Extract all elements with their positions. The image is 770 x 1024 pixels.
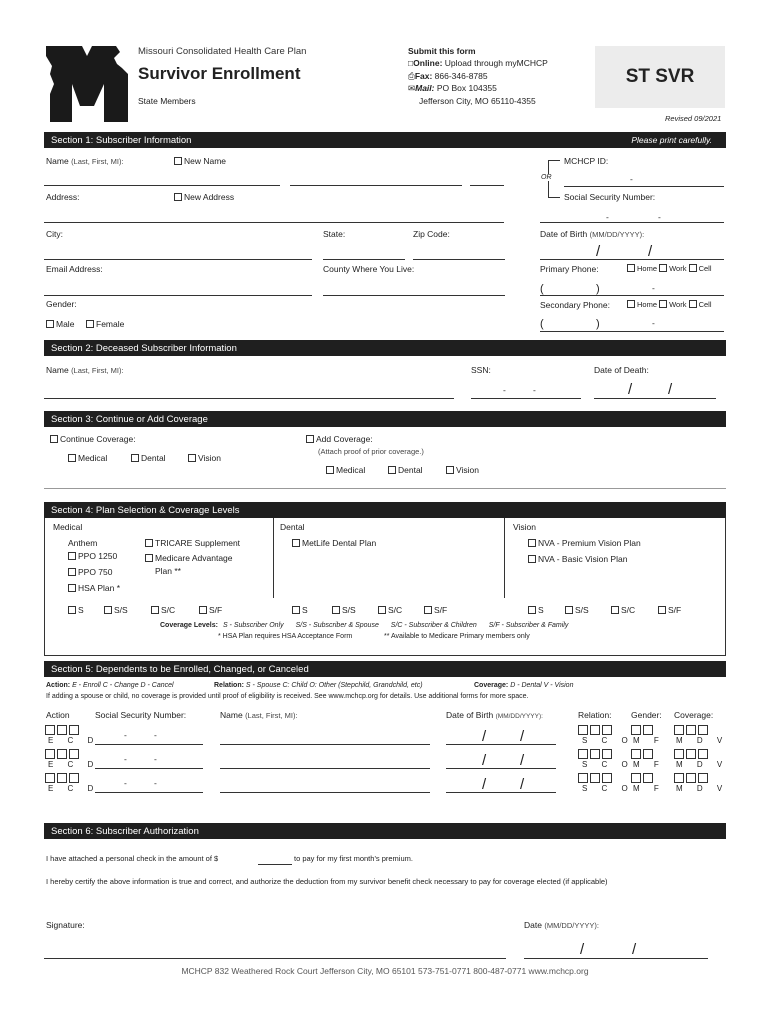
county-line[interactable] bbox=[323, 295, 505, 296]
dep-coverage-letters: M D V bbox=[676, 736, 729, 745]
dep-ssn-dash-2: - bbox=[154, 730, 157, 740]
dep-dob-line[interactable] bbox=[446, 792, 556, 793]
deceased-ssn-dash-1: - bbox=[503, 385, 506, 395]
new-name-checkbox[interactable]: New Name bbox=[174, 156, 226, 166]
dep-action-letters: E C D bbox=[48, 760, 100, 769]
mchcp-id-label: MCHCP ID: bbox=[564, 156, 609, 166]
dep-action-boxes[interactable] bbox=[45, 749, 81, 760]
continue-vision-checkbox[interactable]: Vision bbox=[188, 453, 221, 463]
deceased-ssn-dash-2: - bbox=[533, 385, 536, 395]
dep-action-letters: E C D bbox=[48, 784, 100, 793]
dental-level-sc[interactable]: S/C bbox=[378, 605, 402, 615]
ppo750-checkbox[interactable]: PPO 750 bbox=[68, 567, 113, 577]
secondary-phone-open-paren: ( bbox=[540, 318, 544, 330]
secondary-phone-type bbox=[627, 300, 712, 309]
continue-dental-checkbox[interactable]: Dental bbox=[131, 453, 166, 463]
certify-text: I hereby certify the above information is true and correct, and authorize the deduction from my survivor benefit check necessary to pay for coverage elected (if applicable) bbox=[46, 877, 608, 886]
metlife-checkbox[interactable]: MetLife Dental Plan bbox=[292, 538, 376, 548]
secondary-home-checkbox[interactable]: Home bbox=[627, 300, 657, 309]
coverage-legend: Coverage: D - Dental V - Vision bbox=[474, 682, 574, 689]
name-label: Name (Last, First, MI): bbox=[46, 156, 124, 166]
city-line[interactable] bbox=[44, 259, 312, 260]
male-checkbox[interactable]: Male bbox=[46, 319, 74, 329]
submit-mail: ✉Mail: PO Box 104355 bbox=[408, 83, 497, 93]
dob-label: Date of Birth (MM/DD/YYYY): bbox=[540, 229, 645, 239]
col-dob: Date of Birth (MM/DD/YYYY): bbox=[446, 710, 543, 720]
sig-date-slash-2: / bbox=[632, 941, 637, 958]
secondary-phone-line[interactable] bbox=[540, 331, 724, 332]
dob-slash-1: / bbox=[596, 243, 601, 260]
dep-coverage-boxes[interactable] bbox=[674, 773, 710, 784]
nva-basic-checkbox[interactable]: NVA - Basic Vision Plan bbox=[528, 554, 627, 564]
col-coverage: Coverage: bbox=[674, 710, 714, 720]
date-of-death-label: Date of Death: bbox=[594, 365, 649, 375]
mail-icon: ✉ bbox=[408, 83, 416, 93]
gender-label: Gender: bbox=[46, 299, 77, 309]
page-title: Survivor Enrollment bbox=[138, 64, 301, 83]
name-mi-line[interactable] bbox=[470, 185, 504, 186]
signature-label: Signature: bbox=[46, 920, 85, 930]
dep-coverage-letters: M D V bbox=[676, 760, 729, 769]
name-last-line[interactable] bbox=[44, 185, 280, 186]
col-ssn: Social Security Number: bbox=[95, 710, 187, 720]
zip-line[interactable] bbox=[413, 259, 505, 260]
dep-coverage-letters: M D V bbox=[676, 784, 729, 793]
address-label: Address: bbox=[46, 192, 80, 202]
form-code: ST SVR bbox=[595, 46, 725, 108]
add-coverage-hint: (Attach proof of prior coverage.) bbox=[318, 447, 424, 456]
deceased-name-label: Name (Last, First, MI): bbox=[46, 365, 124, 375]
zip-label: Zip Code: bbox=[413, 229, 450, 239]
primary-phone-type bbox=[627, 264, 712, 273]
dep-relation-letters: S C O bbox=[582, 760, 634, 769]
dep-dob-line[interactable] bbox=[446, 768, 556, 769]
dep-name-line[interactable] bbox=[220, 744, 430, 745]
col-action: Action bbox=[46, 710, 70, 720]
check-text-1: I have attached a personal check in the amount of $ bbox=[46, 854, 219, 863]
section2-header: Section 2: Deceased Subscriber Information bbox=[44, 340, 726, 356]
primary-phone-label: Primary Phone: bbox=[540, 264, 599, 274]
anthem-label: Anthem bbox=[68, 538, 98, 548]
dep-name-line[interactable] bbox=[220, 792, 430, 793]
dep-action-boxes[interactable] bbox=[45, 725, 81, 736]
dep-action-letters: E C D bbox=[48, 736, 100, 745]
date-of-death-line[interactable] bbox=[594, 398, 716, 399]
primary-phone-line[interactable] bbox=[540, 295, 724, 296]
secondary-phone-label: Secondary Phone: bbox=[540, 300, 610, 310]
dep-ssn-line[interactable] bbox=[95, 792, 203, 793]
mchcp-id-line[interactable] bbox=[564, 186, 724, 187]
dep-gender-letters: M F bbox=[633, 784, 665, 793]
deceased-ssn-line[interactable] bbox=[471, 398, 581, 399]
email-line[interactable] bbox=[44, 295, 312, 296]
vision-level-sf[interactable]: S/F bbox=[658, 605, 681, 615]
fax-icon: ⎙ bbox=[408, 71, 415, 81]
primary-phone-open-paren: ( bbox=[540, 283, 544, 295]
signature-date-label: Date (MM/DD/YYYY): bbox=[524, 920, 599, 930]
ppo1250-checkbox[interactable]: PPO 1250 bbox=[68, 551, 117, 561]
or-label: OR bbox=[541, 174, 552, 181]
medical-dental-divider bbox=[273, 518, 274, 598]
signature-line[interactable] bbox=[44, 958, 506, 959]
secondary-cell-checkbox[interactable]: Cell bbox=[689, 300, 712, 309]
page-subtitle: State Members bbox=[138, 96, 196, 106]
primary-work-checkbox[interactable]: Work bbox=[659, 264, 686, 273]
dob-slash-2: / bbox=[648, 243, 653, 260]
dep-dob-line[interactable] bbox=[446, 744, 556, 745]
dental-level-ss[interactable]: S/S bbox=[332, 605, 356, 615]
county-label: County Where You Live: bbox=[323, 264, 415, 274]
vision-level-sc[interactable]: S/C bbox=[611, 605, 635, 615]
dob-line[interactable] bbox=[540, 259, 724, 260]
submit-title: Submit this form bbox=[408, 46, 476, 56]
dep-relation-letters: S C O bbox=[582, 784, 634, 793]
dep-dob-slash-1: / bbox=[482, 752, 487, 769]
continue-medical-checkbox[interactable]: Medical bbox=[68, 453, 107, 463]
city-label: City: bbox=[46, 229, 63, 239]
dep-gender-boxes[interactable] bbox=[631, 749, 655, 760]
ssn-dash-2: - bbox=[658, 212, 661, 222]
check-amount-line[interactable] bbox=[258, 864, 292, 865]
dep-ssn-line[interactable] bbox=[95, 768, 203, 769]
dep-ssn-dash-2: - bbox=[154, 754, 157, 764]
hsa-checkbox[interactable]: HSA Plan * bbox=[68, 583, 120, 593]
submit-online: □Online: Upload through myMCHCP bbox=[408, 58, 548, 68]
state-line[interactable] bbox=[323, 259, 405, 260]
dental-heading: Dental bbox=[280, 522, 305, 532]
vision-level-s[interactable]: S bbox=[528, 605, 544, 615]
dep-coverage-boxes[interactable] bbox=[674, 725, 710, 736]
dep-coverage-boxes[interactable] bbox=[674, 749, 710, 760]
medical-heading: Medical bbox=[53, 522, 83, 532]
footer: MCHCP 832 Weathered Rock Court Jefferson City, MO 65101 573-751-0771 800-487-0771 www.mchcp.org bbox=[181, 966, 589, 976]
dep-dob-slash-2: / bbox=[520, 776, 525, 793]
vision-level-ss[interactable]: S/S bbox=[565, 605, 589, 615]
ssn-line[interactable] bbox=[540, 222, 724, 223]
submit-fax: ⎙Fax: 866-346-8785 bbox=[408, 71, 488, 81]
sig-date-slash-1: / bbox=[580, 941, 585, 958]
section4-header: Section 4: Plan Selection & Coverage Levels bbox=[44, 502, 726, 518]
nva-premium-checkbox[interactable]: NVA - Premium Vision Plan bbox=[528, 538, 641, 548]
relation-legend: Relation: S - Spouse C: Child O: Other (Stepchild, Grandchild, etc) bbox=[214, 682, 423, 689]
dep-relation-boxes[interactable] bbox=[578, 725, 614, 736]
secondary-work-checkbox[interactable]: Work bbox=[659, 300, 686, 309]
dep-gender-boxes[interactable] bbox=[631, 725, 655, 736]
col-gender: Gender: bbox=[631, 710, 662, 720]
add-medical-checkbox[interactable]: Medical bbox=[326, 465, 365, 475]
dep-name-line[interactable] bbox=[220, 768, 430, 769]
dep-ssn-dash-1: - bbox=[124, 778, 127, 788]
section5-header: Section 5: Dependents to be Enrolled, Changed, or Canceled bbox=[44, 661, 726, 677]
primary-home-checkbox[interactable]: Home bbox=[627, 264, 657, 273]
col-relation: Relation: bbox=[578, 710, 612, 720]
add-dental-checkbox[interactable]: Dental bbox=[388, 465, 423, 475]
primary-phone-dash: - bbox=[652, 283, 655, 293]
check-text-2: to pay for my first month's premium. bbox=[294, 854, 413, 863]
dental-level-sf[interactable]: S/F bbox=[424, 605, 447, 615]
medical-level-sc[interactable]: S/C bbox=[151, 605, 175, 615]
deceased-ssn-label: SSN: bbox=[471, 365, 491, 375]
computer-icon: □ bbox=[408, 58, 414, 68]
state-label: State: bbox=[323, 229, 346, 239]
dep-dob-slash-2: / bbox=[520, 728, 525, 745]
section1-header: Section 1: Subscriber Information Please print carefully. bbox=[44, 132, 726, 148]
signature-date-line[interactable] bbox=[524, 958, 708, 959]
medicare-advantage-label-2: Plan ** bbox=[155, 566, 181, 576]
section6-header: Section 6: Subscriber Authorization bbox=[44, 823, 726, 839]
submit-mail-city: Jefferson City, MO 65110-4355 bbox=[419, 96, 536, 106]
hsa-footnote: * HSA Plan requires HSA Acceptance Form bbox=[218, 633, 353, 640]
dep-dob-slash-2: / bbox=[520, 752, 525, 769]
dep-gender-letters: M F bbox=[633, 760, 665, 769]
dep-relation-boxes[interactable] bbox=[578, 773, 614, 784]
dep-dob-slash-1: / bbox=[482, 728, 487, 745]
action-legend: Action: E - Enroll C - Change D - Cancel bbox=[46, 682, 174, 689]
medical-level-sf[interactable]: S/F bbox=[199, 605, 222, 615]
primary-cell-checkbox[interactable]: Cell bbox=[689, 264, 712, 273]
section3-header: Section 3: Continue or Add Coverage bbox=[44, 411, 726, 427]
id-dash: - bbox=[630, 174, 633, 184]
dep-ssn-dash-1: - bbox=[124, 730, 127, 740]
medical-level-s[interactable]: S bbox=[68, 605, 84, 615]
dep-ssn-dash-1: - bbox=[124, 754, 127, 764]
new-address-checkbox[interactable]: New Address bbox=[174, 192, 234, 202]
dental-level-s[interactable]: S bbox=[292, 605, 308, 615]
dod-slash-2: / bbox=[668, 381, 673, 398]
deceased-name-line[interactable] bbox=[44, 398, 454, 399]
dep-relation-boxes[interactable] bbox=[578, 749, 614, 760]
secondary-phone-dash: - bbox=[652, 318, 655, 328]
dep-dob-slash-1: / bbox=[482, 776, 487, 793]
secondary-phone-close-paren: ) bbox=[596, 318, 600, 330]
medicare-advantage-checkbox[interactable]: Medicare Advantage bbox=[145, 553, 233, 563]
medicare-footnote: ** Available to Medicare Primary members only bbox=[384, 633, 530, 640]
revised-date: Revised 09/2021 bbox=[665, 114, 722, 123]
email-label: Email Address: bbox=[46, 264, 103, 274]
dep-ssn-dash-2: - bbox=[154, 778, 157, 788]
add-coverage-checkbox[interactable]: Add Coverage: bbox=[306, 434, 373, 444]
vision-heading: Vision bbox=[513, 522, 536, 532]
mchcp-logo bbox=[44, 44, 130, 124]
dependents-note: If adding a spouse or child, no coverage is provided until proof of eligibility is received. See www.mchcp.org for details. Use additional forms for more space. bbox=[46, 693, 529, 700]
female-checkbox[interactable]: Female bbox=[86, 319, 124, 329]
address-line[interactable] bbox=[44, 222, 504, 223]
ssn-label: Social Security Number: bbox=[564, 192, 656, 202]
add-vision-checkbox[interactable]: Vision bbox=[446, 465, 479, 475]
org-name: Missouri Consolidated Health Care Plan bbox=[138, 46, 307, 57]
primary-phone-close-paren: ) bbox=[596, 283, 600, 295]
dep-gender-letters: M F bbox=[633, 736, 665, 745]
tricare-checkbox[interactable]: TRICARE Supplement bbox=[145, 538, 240, 548]
continue-coverage-checkbox[interactable]: Continue Coverage: bbox=[50, 434, 136, 444]
name-first-line[interactable] bbox=[290, 185, 462, 186]
dep-gender-boxes[interactable] bbox=[631, 773, 655, 784]
dep-relation-letters: S C O bbox=[582, 736, 634, 745]
medical-level-ss[interactable]: S/S bbox=[104, 605, 128, 615]
section3-divider bbox=[44, 488, 726, 489]
dep-action-boxes[interactable] bbox=[45, 773, 81, 784]
dod-slash-1: / bbox=[628, 381, 633, 398]
coverage-levels-legend: Coverage Levels: S - Subscriber Only S/S - Subscriber & Spouse S/C - Subscriber & Children S/F - Subscriber & Family bbox=[160, 622, 569, 629]
dental-vision-divider bbox=[504, 518, 505, 598]
ssn-dash-1: - bbox=[606, 212, 609, 222]
dep-ssn-line[interactable] bbox=[95, 744, 203, 745]
col-name: Name (Last, First, MI): bbox=[220, 710, 298, 720]
